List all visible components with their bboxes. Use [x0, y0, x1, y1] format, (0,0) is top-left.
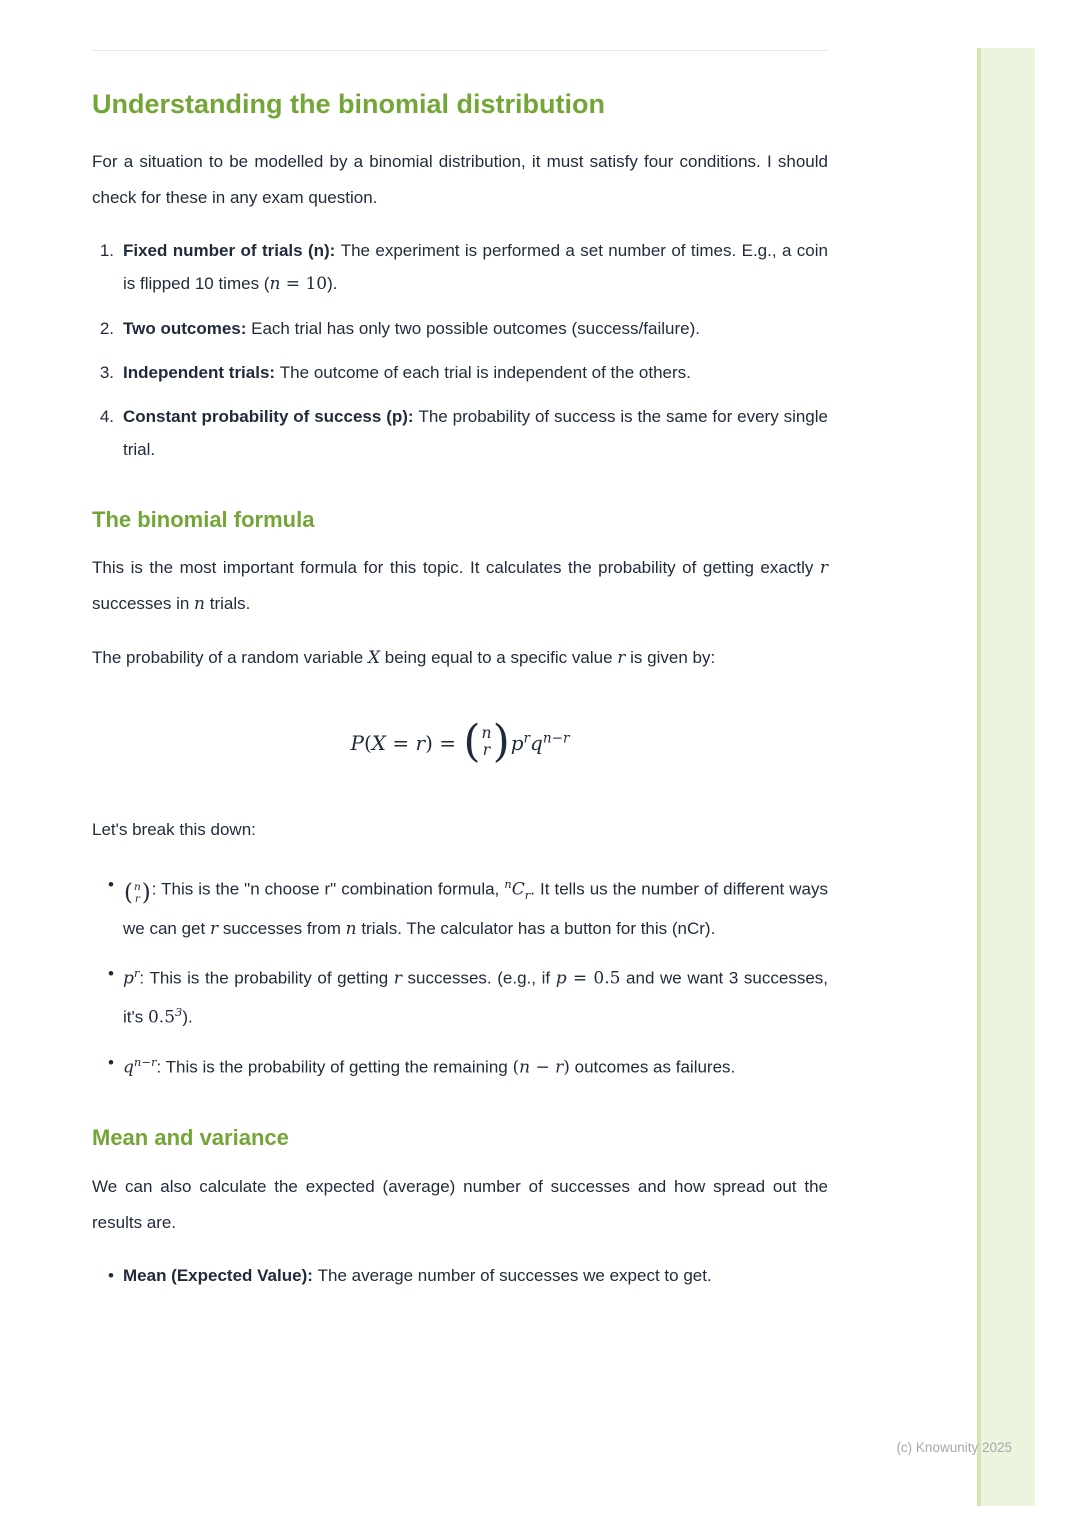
mean-intro-paragraph: We can also calculate the expected (average) number of successes and how spread out the results are.	[92, 1176, 828, 1232]
condition-text: Fixed number of trials (n): The experiment is performed a set number of times. E.g., a coin is flipped 10 times (n = 10).	[123, 240, 828, 294]
breakdown-lead: Let's break this down:	[92, 820, 256, 840]
heading-mean-variance: Mean and variance	[92, 1125, 289, 1151]
condition-item-1	[92, 234, 828, 301]
formula-intro-paragraph-1: This is the most important formula for this topic. It calculates the probability of getting exactly r successes in n trials.	[92, 558, 828, 615]
list-number: 2.	[99, 318, 114, 338]
footer-credit: (c) Knowunity 2025	[896, 1440, 1012, 1455]
intro-paragraph: For a situation to be modelled by a binomial distribution, it must satisfy four conditions. I should check for these in any exam question.	[92, 151, 828, 207]
condition-item-2	[92, 312, 828, 345]
breakdown-text: ( n r ) : This is the "n choose r" combination formula, $^nC_r$. It tells us the number of different ways we can get r successes from n trials. The calculator has a button for this (nCr).	[123, 877, 828, 940]
condition-item-3	[92, 356, 828, 389]
mean-item	[92, 1259, 828, 1292]
list-number: 4.	[99, 406, 114, 426]
bullet-marker: •	[108, 1052, 114, 1072]
article	[92, 62, 828, 1303]
condition-text: Independent trials: The outcome of each trial is independent of the others.	[123, 362, 691, 382]
formula-intro-paragraph-2: The probability of a random variable X being equal to a specific value r is given by:	[92, 648, 716, 669]
breakdown-item-pr	[92, 957, 828, 1034]
breakdown-text: $p^r$: This is the probability of getting r successes. (e.g., if p = 0.5 and we want 3 successes, it's $0.5^3$).	[123, 966, 828, 1028]
breakdown-item-qnr	[92, 1046, 828, 1085]
list-number: 1.	[99, 240, 114, 260]
mean-text: Mean (Expected Value): The average number of successes we expect to get.	[123, 1265, 712, 1285]
bullet-marker: •	[108, 964, 114, 984]
list-number: 3.	[99, 362, 114, 382]
top-divider	[92, 50, 828, 51]
binomial-coefficient: ( n r )	[463, 716, 510, 768]
binomial-formula-display: P(X = r) = ( n r ) $p^rq^{n-r}$	[350, 716, 570, 768]
breakdown-list	[92, 868, 828, 1084]
bullet-marker: •	[108, 1265, 114, 1285]
breakdown-item-ncr	[92, 868, 828, 946]
conditions-list	[92, 234, 828, 466]
highlight-side-strip	[977, 48, 1035, 1506]
bullet-marker: •	[108, 875, 114, 895]
condition-item-4	[92, 400, 828, 466]
binomial-coefficient: ( n r )	[124, 880, 151, 907]
mean-list	[92, 1259, 828, 1292]
condition-text: Constant probability of success (p): The probability of success is the same for every single trial.	[123, 406, 828, 459]
condition-text: Two outcomes: Each trial has only two possible outcomes (success/failure).	[123, 318, 700, 338]
breakdown-text: $q^{n-r}$: This is the probability of getting the remaining (n − r) outcomes as failures.	[123, 1054, 736, 1078]
heading-binomial-formula: The binomial formula	[92, 506, 315, 532]
heading-understanding-binomial: Understanding the binomial distribution	[92, 89, 605, 119]
